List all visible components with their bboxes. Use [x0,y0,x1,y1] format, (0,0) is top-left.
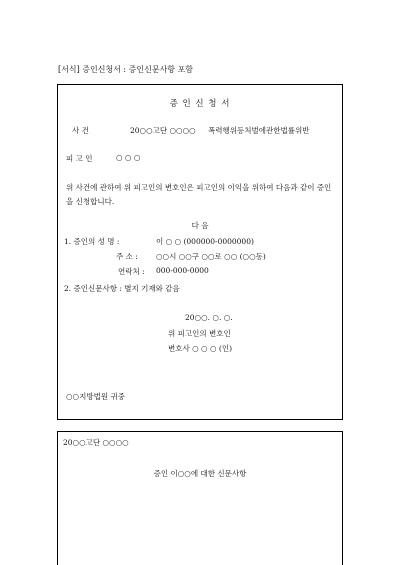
form-title: 증 인 신 청 서 [169,99,231,109]
item1-label: 1. 증인의 성 명 : [64,237,120,246]
counsel-of-defendant: 위 피고인의 변호인 [168,329,231,338]
defendant-label: 피 고 인 [66,154,93,163]
witness-questions-sheet [57,431,343,565]
witness-address: ○○시 ○○구 ○○로 ○○ (○○동) [156,252,266,261]
court-addressee: ○○지방법원 귀중 [66,392,125,401]
next-heading: 다 음 [191,221,209,230]
address-label: 주 소 : [116,252,138,261]
witness-application-form [57,84,343,420]
sheet-case-number: 20○○고단 ○○○○ [63,438,129,447]
witness-contact: 000-000-0000 [156,266,209,275]
witness-name: 이 ○ ○ (000000-0000000) [156,237,254,246]
case-name: 폭력행위등처벌에관한법률위반 [208,126,310,135]
application-date: 20○○. ○. ○. [185,313,233,322]
sheet-heading: 증인 이○○에 대한 신문사항 [153,469,247,478]
defendant-name: ○ ○ ○ [116,153,141,162]
case-label: 사 건 [72,126,89,135]
lawyer-signature: 변호사 ○ ○ ○ (인) [168,344,233,353]
form-caption: [서식] 증인신청서 : 증인신문사항 포함 [58,65,194,74]
application-body: 위 사건에 관하여 위 피고인의 변호인은 피고인의 이익을 위하여 다음과 같이 증인을 신청합니다. [66,183,332,206]
item2-questions: 2. 증인신문사항 : 별지 기재와 같음 [64,284,180,293]
contact-label: 연락처 : [118,267,145,276]
case-number: 20○○고단 ○○○○ [130,126,196,135]
